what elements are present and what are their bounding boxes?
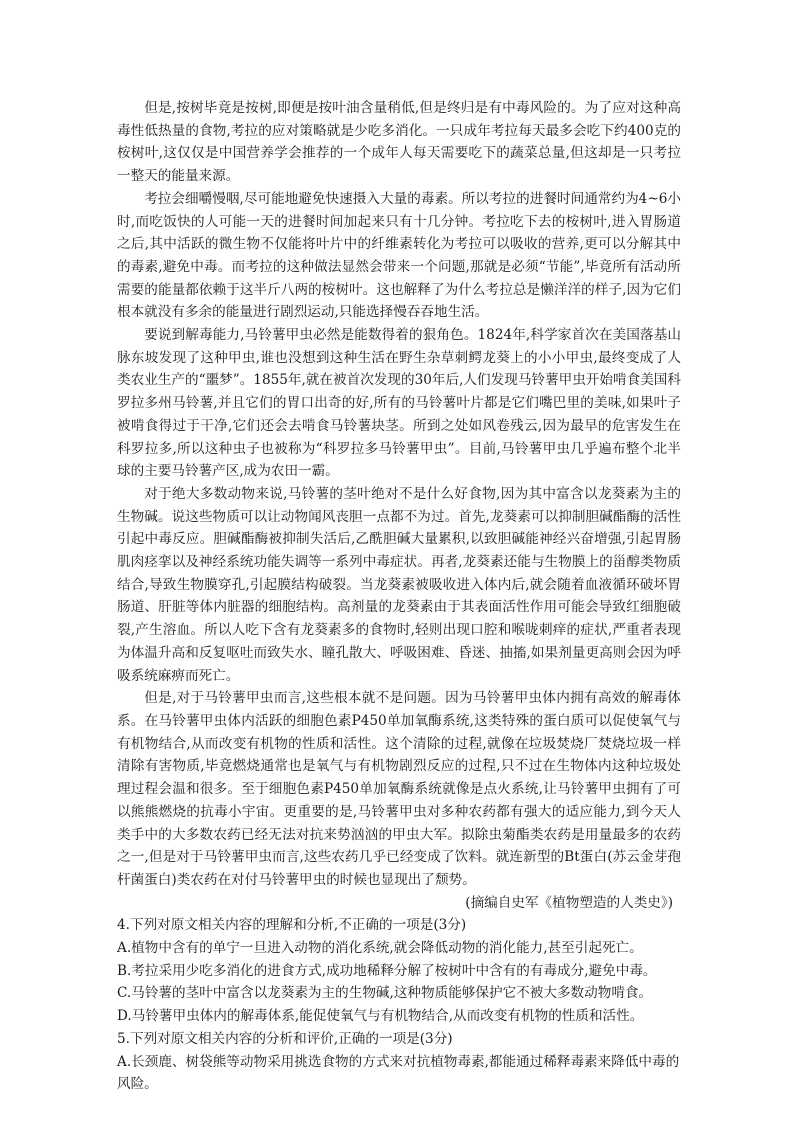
question-4-option-c: C.马铃薯的茎叶中富含以龙葵素为主的生物碱,这种物质能够保护它不被大多数动物啃食。	[117, 985, 653, 1002]
question-4-stem: 4.下列对原文相关内容的理解和分析,不正确的一项是(3分)	[117, 917, 467, 934]
question-5-stem: 5.下列对原文相关内容的分析和评价,正确的一项是(3分)	[117, 1030, 453, 1047]
paragraph-1: 但是,按树毕竟是按树,即便是按叶油含量稍低,但是终归是有中毒风险的。为了应对这种高毒性低热量的食物,考拉的应对策略就是少吃多消化。一只成年考拉每天最多会吃下约400克的桉树叶,这仅仅是中国营养学会推荐的一个成年人每天需要吃下的蔬菜总量,但这却是一只考拉一整天的能量来源。	[117, 100, 681, 185]
question-4-option-a: A.植物中含有的单宁一旦进入动物的消化系统,就会降低动物的消化能力,甚至引起死亡。	[117, 940, 643, 957]
question-4-option-b: B.考拉采用少吃多消化的进食方式,成功地稀释分解了桉树叶中含有的有毒成分,避免中毒。	[117, 962, 657, 979]
question-4-option-d: D.马铃薯甲虫体内的解毒体系,能促使氧气与有机物结合,从而改变有机物的性质和活性。	[117, 1008, 644, 1025]
paragraph-3: 要说到解毒能力,马铃薯甲虫必然是能数得着的狠角色。1824年,科学家首次在美国落基山脉东坡发现了这种甲虫,谁也没想到这种生活在野生杂草刺鳄龙葵上的小小甲虫,最终变成了人类农业生产的“噩梦”。1855年,就在被首次发现的30年后,人们发现马铃薯甲虫开始啃食美国科罗拉多州马铃薯,并且它们的胃口出奇的好,所有的马铃薯叶片都是它们嘴巴里的美味,如果叶子被啃食得过于干净,它们还会去啃食马铃薯块茎。所到之处如风卷残云,因为最早的危害发生在科罗拉多,所以这种虫子也被称为“科罗拉多马铃薯甲虫”。目前,马铃薯甲虫几乎遍布整个北半球的主要马铃薯产区,成为农田一霸。	[117, 327, 681, 480]
question-5-option-a: A.长颈鹿、树袋熊等动物采用挑选食物的方式来对抗植物毒素,都能通过稀释毒素来降低中毒的风险。	[117, 1053, 680, 1093]
document-page	[117, 97, 681, 1096]
paragraph-5: 但是,对于马铃薯甲虫而言,这些根本就不是问题。因为马铃薯甲虫体内拥有高效的解毒体系。在马铃薯甲虫体内活跃的细胞色素P450单加氧酶系统,这类特殊的蛋白质可以促使氧气与有机物结合,从而改变有机物的性质和活性。这个清除的过程,就像在垃圾焚烧厂焚烧垃圾一样清除有害物质,毕竟燃烧通常也是氧气与有机物剧烈反应的过程,只不过在生物体内这种垃圾处理过程会温和很多。至于细胞色素P450单加氧酶系统就像是点火系统,让马铃薯甲虫拥有了可以熊熊燃烧的抗毒小宇宙。更重要的是,马铃薯甲虫对多种农药都有强大的适应能力,到今天人类手中的大多数农药已经无法对抗来势汹汹的甲虫大军。拟除虫菊酯类农药是用量最多的农药之一,但是对于马铃薯甲虫而言,这些农药几乎已经变成了饮料。就连新型的Bt蛋白(苏云金芽孢杆菌蛋白)类农药在对付马铃薯甲虫的时候也显现出了颓势。	[117, 690, 681, 888]
paragraph-4: 对于绝大多数动物来说,马铃薯的茎叶绝对不是什么好食物,因为其中富含以龙葵素为主的生物碱。说这些物质可以让动物闻风丧胆一点都不为过。首先,龙葵素可以抑制胆碱酯酶的活性引起中毒反应。胆碱酯酶被抑制失活后,乙酰胆碱大量累积,以致胆碱能神经兴奋增强,引起胃肠肌肉痉挛以及神经系统功能失调等一系列中毒症状。再者,龙葵素还能与生物膜上的甾醇类物质结合,导致生物膜穿孔,引起膜结构破裂。当龙葵素被吸收进入体内后,就会随着血液循环破坏胃肠道、肝脏等体内脏器的细胞结构。高剂量的龙葵素由于其表面活性作用可能会导致红细胞破裂,产生溶血。所以人吃下含有龙葵素多的食物时,轻则出现口腔和喉咙刺痒的症状,严重者表现为体温升高和反复呕吐而致失水、瞳孔散大、呼吸困难、昏迷、抽搐,如果剂量更高则会因为呼吸系统麻痹而死亡。	[117, 485, 681, 684]
source-citation: (摘编自史军《植物塑造的人类史》)	[465, 894, 673, 911]
paragraph-2: 考拉会细嚼慢咽,尽可能地避免快速摄入大量的毒素。所以考拉的进餐时间通常约为4~6小时,而吃饭快的人可能一天的进餐时间加起来只有十几分钟。考拉吃下去的桉树叶,进入胃肠道之后,其中活跃的微生物不仅能将叶片中的纤维素转化为考拉可以吸收的营养,更可以分解其中的毒素,避免中毒。而考拉的这种做法显然会带来一个问题,那就是必须“节能”,毕竟所有活动所需要的能量都依赖于这半斤八两的桉树叶。这也解释了为什么考拉总是懒洋洋的样子,因为它们根本就没有多余的能量进行剧烈运动,只能选择慢吞吞地生活。	[117, 190, 681, 321]
